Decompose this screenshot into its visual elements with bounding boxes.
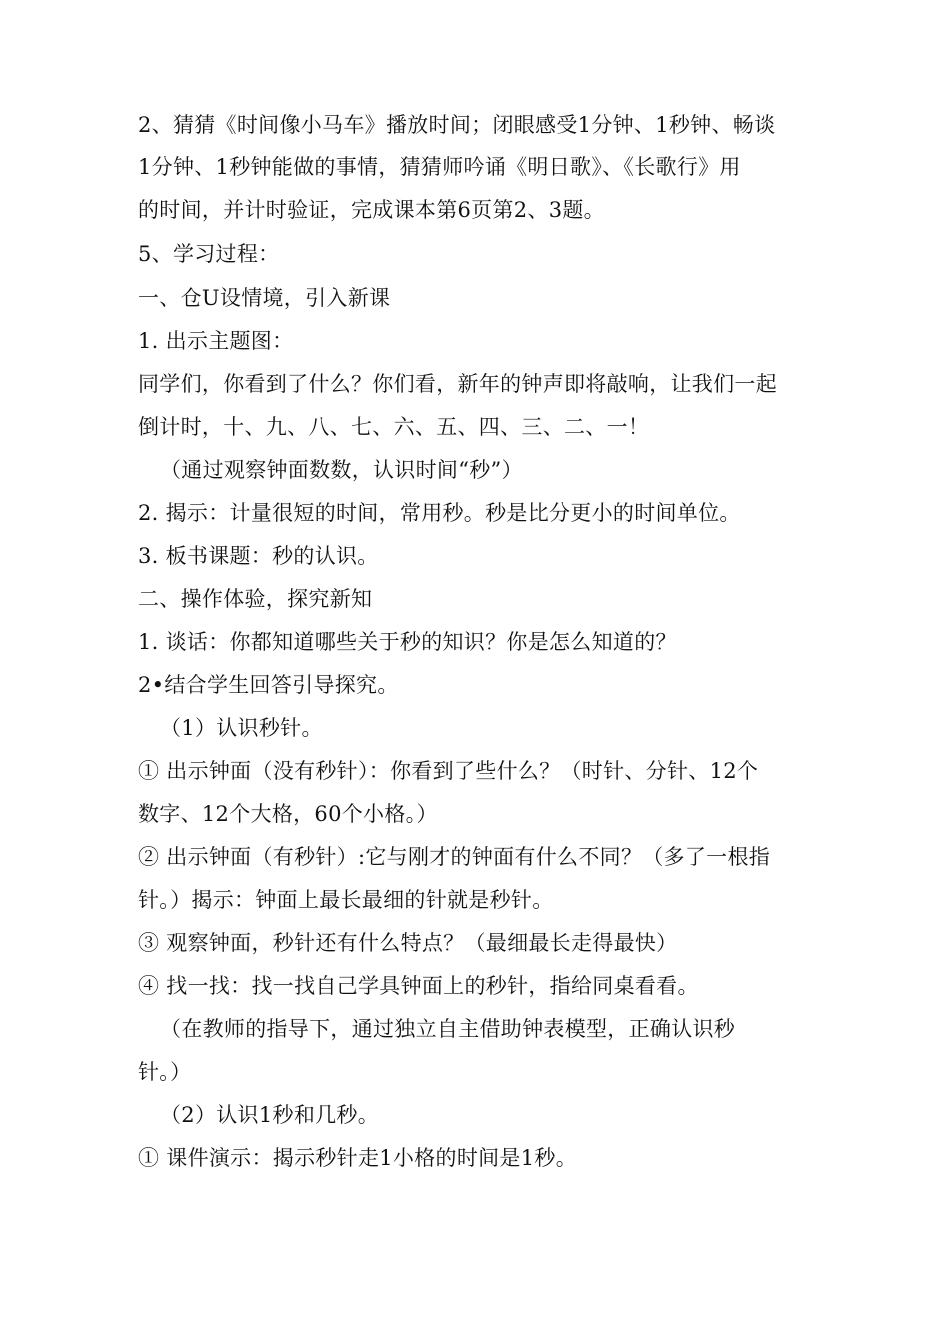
text-line: ② 出示钟面（有秒针）:它与刚才的钟面有什么不同？（多了一根指 xyxy=(138,845,771,869)
text-line: 2. 揭示：计量很短的时间，常用秒。秒是比分更小的时间单位。 xyxy=(138,501,741,525)
text-line: 2•结合学生回答引导探究。 xyxy=(138,673,399,697)
text-line: ④ 找一找：找一找自己学具钟面上的秒针，指给同桌看看。 xyxy=(138,974,699,998)
text-line: 的时间，并计时验证，完成课本第6页第2、3题。 xyxy=(138,198,605,222)
text-line: 针。）揭示：钟面上最长最细的针就是秒针。 xyxy=(138,888,554,912)
text-line: 2、猜猜《时间像小马车》播放时间；闭眼感受1分钟、1秒钟、畅谈 xyxy=(138,113,776,137)
section-heading: 二、操作体验，探究新知 xyxy=(138,587,373,611)
text-line: （2）认识1秒和几秒。 xyxy=(160,1103,380,1127)
text-line: ① 课件演示：揭示秒针走1小格的时间是1秒。 xyxy=(138,1146,577,1170)
section-heading: 一、仓U设情境，引入新课 xyxy=(138,286,391,310)
text-line: 同学们，你看到了什么？你们看，新年的钟声即将敲响，让我们一起 xyxy=(138,372,777,396)
text-line: 1分钟、1秒钟能做的事情，猜猜师吟诵《明日歌》、《长歌行》用 xyxy=(138,155,741,179)
text-line: 1. 出示主题图： xyxy=(138,329,294,353)
text-line: 倒计时，十、九、八、七、六、五、四、三、二、一！ xyxy=(138,415,650,439)
text-line: 1. 谈话：你都知道哪些关于秒的知识？你是怎么知道的？ xyxy=(138,630,677,654)
text-line: （1）认识秒针。 xyxy=(160,716,323,740)
text-line: 针。） xyxy=(138,1060,192,1084)
text-line: 数字、12个大格，60个小格。） xyxy=(138,802,438,826)
text-line: 5、学习过程： xyxy=(138,242,280,266)
text-line: （在教师的指导下，通过独立自主借助钟表模型，正确认识秒 xyxy=(160,1017,736,1041)
text-line: （通过观察钟面数数，认识时间“秒”） xyxy=(160,458,523,482)
text-line: 3. 板书课题：秒的认识。 xyxy=(138,544,379,568)
text-line: ③ 观察钟面，秒针还有什么特点？（最细最长走得最快） xyxy=(138,931,678,955)
text-line: ① 出示钟面（没有秒针）：你看到了些什么？（时针、分针、12个 xyxy=(138,759,759,783)
